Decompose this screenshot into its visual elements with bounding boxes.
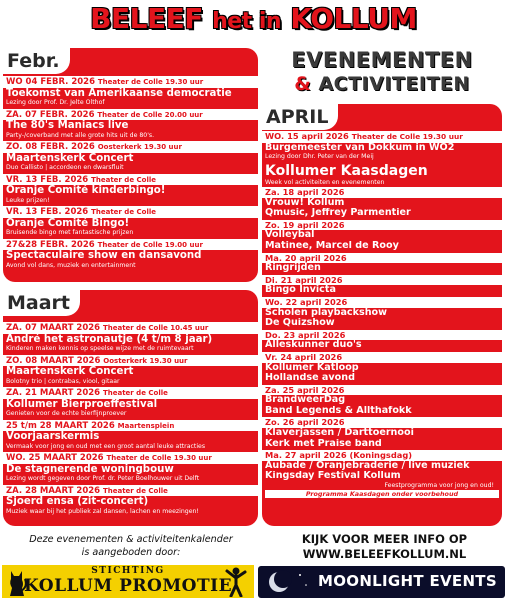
- kaasdagen-activity: Band Legends & Allthafokk: [265, 405, 412, 416]
- event-item: [3, 239, 258, 270]
- event-date-row: [3, 420, 258, 432]
- february-events: [3, 76, 258, 269]
- event-date: ZA. 28 MAART 2026: [6, 485, 101, 496]
- event-name: Spectaculaire show en dansavond: [6, 250, 202, 261]
- event-date: ZO. 08 FEBR. 2026: [6, 142, 95, 152]
- kaasdagen-activity: Hollandse avond: [265, 373, 355, 384]
- event-name: Oranje Comité Bingo!: [6, 217, 130, 229]
- event-venue: Oosterkerk 19.30 uur: [97, 143, 182, 151]
- event-description: Lezing door Dhr. Peter van der Meij: [265, 153, 374, 161]
- event-date: WO. 15 april 2026 Theater de Colle 19.30 uur: [262, 131, 502, 143]
- kaasdagen-day-date: Do. 23 april 2026: [262, 330, 502, 341]
- event-description: Lezing wordt gegeven door Prof. dr. Peter Boelhouwer uit Delft: [6, 475, 200, 482]
- event-item: [3, 485, 258, 516]
- event-date: VR. 13 FEB. 2026: [6, 174, 89, 185]
- event-name: Oranje Comité kinderbingo!: [6, 185, 166, 196]
- event-description: Party-/coverband met alle grote hits uit de 80's.: [6, 131, 155, 139]
- kaasdagen-activity: Scholen playbackshow: [265, 307, 387, 318]
- kaasdagen-day-date: Za. 25 april 2026: [262, 385, 502, 396]
- kaasdagen-activity: Kerk met Praise band: [265, 438, 382, 449]
- event-name: Toekomst van Amerikaanse democratie: [6, 87, 232, 99]
- event-item: [3, 387, 258, 418]
- february-panel: [3, 48, 258, 282]
- event-date-row: [3, 206, 258, 218]
- footnote-feestprogramma: Feestprogramma voor jong en oud!: [384, 482, 494, 490]
- event-date-row: [3, 355, 258, 367]
- event-venue: Theater de Colle: [102, 389, 168, 397]
- event-date: WO 04 FEBR. 2026: [6, 77, 95, 87]
- event-description: Kinderen maken kennis op speelse wijze met de ruimtevaart: [6, 345, 194, 352]
- event-date-row: [3, 174, 258, 186]
- event-item: [3, 355, 258, 386]
- event-name: Maartenskerk Concert: [6, 366, 134, 377]
- event-description: Leuke prijzen!: [6, 196, 50, 204]
- event-description: Bruisende bingo met fantastische prijzen: [6, 229, 134, 236]
- event-venue: Theater de Colle 20.00 uur: [97, 110, 203, 119]
- event-venue: Theater de Colle 19.30 uur: [97, 78, 204, 86]
- figure-icon: [224, 566, 248, 597]
- event-description: Lezing door Prof. Dr. Jelte Olthof: [6, 99, 105, 106]
- kaasdagen-activity: Ringrijden: [265, 263, 321, 274]
- event-name: Voorjaarskermis: [6, 431, 100, 442]
- event-venue: Theater de Colle: [91, 208, 156, 216]
- kaasdagen-day-date: Di. 21 april 2026: [262, 275, 502, 286]
- stichting-label: STICHTING: [91, 566, 165, 576]
- kaasdagen-activity: Kollumer Katloop: [265, 362, 359, 373]
- kaasdagen-activity: De Quizshow: [265, 318, 335, 329]
- event-date-row: [3, 109, 258, 121]
- event-description: Duo Callisto | accordeon en dwarsfluit: [6, 164, 124, 171]
- page-title: [0, 2, 507, 39]
- event-venue: Oosterkerk 19.30 uur: [103, 356, 188, 365]
- event-date-row: [3, 239, 258, 251]
- kaasdagen-activity: Qmusic, Jeffrey Parmentier: [265, 208, 411, 219]
- march-panel: [3, 290, 258, 526]
- march-events: [3, 322, 258, 515]
- event-date: 27&28 FEBR. 2026: [6, 239, 95, 250]
- event-venue: Theater de Colle 19.00 uur: [97, 240, 203, 249]
- event-venue: Theater de Colle: [102, 486, 168, 495]
- march-heading: Maart: [3, 290, 80, 316]
- kaasdagen-day-date: Zo. 26 april 2026: [262, 417, 502, 428]
- kollum-promotie-name: KOLLUM PROMOTIE: [23, 576, 233, 596]
- website-link[interactable]: WWW.BELEEFKOLLUM.NL: [302, 547, 467, 561]
- event-name: Sjoerd ensa (zit-concert): [6, 496, 149, 507]
- kaasdagen-activity: Alleskunner duo's: [265, 340, 362, 351]
- heading-ampersand: &: [294, 73, 312, 95]
- event-date-row: [3, 452, 258, 464]
- event-name: Kollumer Bierproeffestival: [6, 398, 158, 410]
- event-date-row: [3, 322, 258, 334]
- event-name: The 80's Maniacs live: [6, 120, 129, 131]
- event-item: [3, 322, 258, 353]
- kaasdagen-days: [262, 187, 502, 482]
- february-heading: Febr.: [3, 48, 70, 74]
- kaasdagen-activity: BrandweerDag: [265, 395, 346, 406]
- event-description: Vermaak voor jong en oud met een groot aantal leuke attracties: [6, 442, 206, 450]
- april-heading: APRIL: [262, 104, 338, 130]
- events-activities-heading: [262, 48, 502, 96]
- kaasdagen-activity: Kingsday Festival Kollum: [265, 471, 401, 482]
- more-info: [262, 532, 507, 562]
- sponsor-note-line1: Deze evenementen & activiteitenkalender: [29, 534, 233, 545]
- heading-evenementen: EVENEMENTEN: [291, 48, 473, 72]
- event-date: WO. 25 MAART 2026: [6, 453, 104, 463]
- kaasdagen-day-date: Zo. 19 april 2026: [262, 220, 502, 231]
- event-venue: Theater de Colle 19.30 uur: [106, 454, 212, 462]
- april-panel: [262, 104, 502, 526]
- moonlight-events-logo: [258, 566, 505, 598]
- heading-activiteiten-line: [262, 72, 502, 96]
- sponsor-note: [0, 533, 262, 559]
- event-item: [3, 420, 258, 451]
- event-item: [3, 206, 258, 237]
- event-date: ZA. 07 FEBR. 2026: [6, 109, 95, 120]
- event-date-row: [3, 387, 258, 399]
- kaasdagen-activity: Klaverjassen / Darttoernooi: [265, 428, 414, 439]
- kaasdagen-day-date: Vr. 24 april 2026: [262, 352, 502, 363]
- title-kollum: KOLLUM: [290, 2, 417, 35]
- kaasdagen-title: Kollumer Kaasdagen: [265, 162, 428, 179]
- kaasdagen-day-date: Ma. 20 april 2026: [262, 253, 502, 264]
- kaasdagen-day-date: Wo. 22 april 2026: [262, 297, 502, 308]
- event-item: [3, 174, 258, 205]
- event-date-row: [3, 76, 258, 88]
- event-date-row: [3, 141, 258, 153]
- event-name: De stagnerende woningbouw: [6, 463, 174, 475]
- kaasdagen-description: Week vol activiteiten en evenementen: [265, 178, 385, 186]
- event-description: Genieten voor de echte bierfijnproever: [6, 410, 127, 417]
- footnote-voorbehoud: Programma Kaasdagen onder voorbehoud: [265, 490, 499, 498]
- event-name: Maartenskerk Concert: [6, 152, 134, 164]
- event-item: [3, 109, 258, 140]
- event-venue: Theater de Colle: [91, 175, 156, 184]
- april-first-event: [262, 131, 502, 161]
- title-beleef: BELEEF: [90, 2, 203, 35]
- stichting-kollum-promotie-logo: [2, 565, 254, 598]
- event-date: ZA. 07 MAART 2026: [6, 323, 101, 333]
- event-description: Avond vol dans, muziek en entertainment: [6, 261, 136, 269]
- event-description: Bolotny trio | contrabas, viool, gitaar: [6, 377, 120, 385]
- event-name: Burgemeester van Dokkum in WO2: [265, 142, 455, 153]
- more-info-label: KIJK VOOR MEER INFO OP: [301, 532, 468, 546]
- kaasdagen-day-date: Ma. 27 april 2026 (Koningsdag): [262, 450, 502, 461]
- event-item: [3, 452, 258, 483]
- event-item: [3, 76, 258, 107]
- event-description: Muziek waar bij het publiek zal dansen, lachen en meezingen!: [6, 507, 199, 515]
- title-het-in: het in: [212, 9, 282, 34]
- moonlight-events-name: MOONLIGHT EVENTS: [318, 572, 497, 590]
- kaasdagen-activity: Matinee, Marcel de Rooy: [265, 240, 399, 251]
- event-date-row: [3, 485, 258, 497]
- event-venue: Theater de Colle 10.45 uur: [102, 324, 209, 332]
- event-date: 25 t/m 28 MAART 2026: [6, 420, 115, 431]
- kaasdagen-day-date: Za. 18 april 2026: [262, 187, 502, 198]
- sponsor-note-line2: is aangeboden door:: [81, 547, 181, 558]
- event-name: André het astronautje (4 t/m 8 jaar): [6, 333, 213, 345]
- event-date: VR. 13 FEB. 2026: [6, 207, 89, 217]
- event-date: ZO. 08 MAART 2026: [6, 355, 101, 366]
- heading-activiteiten: ACTIVITEITEN: [318, 73, 470, 95]
- event-item: [3, 141, 258, 172]
- kaasdagen-activity: Aubade / Oranjebraderie / live muziek: [265, 460, 470, 471]
- kaasdagen-activity: Volleybal: [265, 230, 315, 241]
- event-date: ZA. 21 MAART 2026: [6, 388, 101, 398]
- event-venue: Maartensplein: [117, 421, 175, 430]
- moon-icon: [266, 569, 310, 595]
- kaasdagen-activity: Bingo Invicta: [265, 285, 336, 296]
- kaasdagen-activity: Vrouw! Kollum: [265, 197, 345, 208]
